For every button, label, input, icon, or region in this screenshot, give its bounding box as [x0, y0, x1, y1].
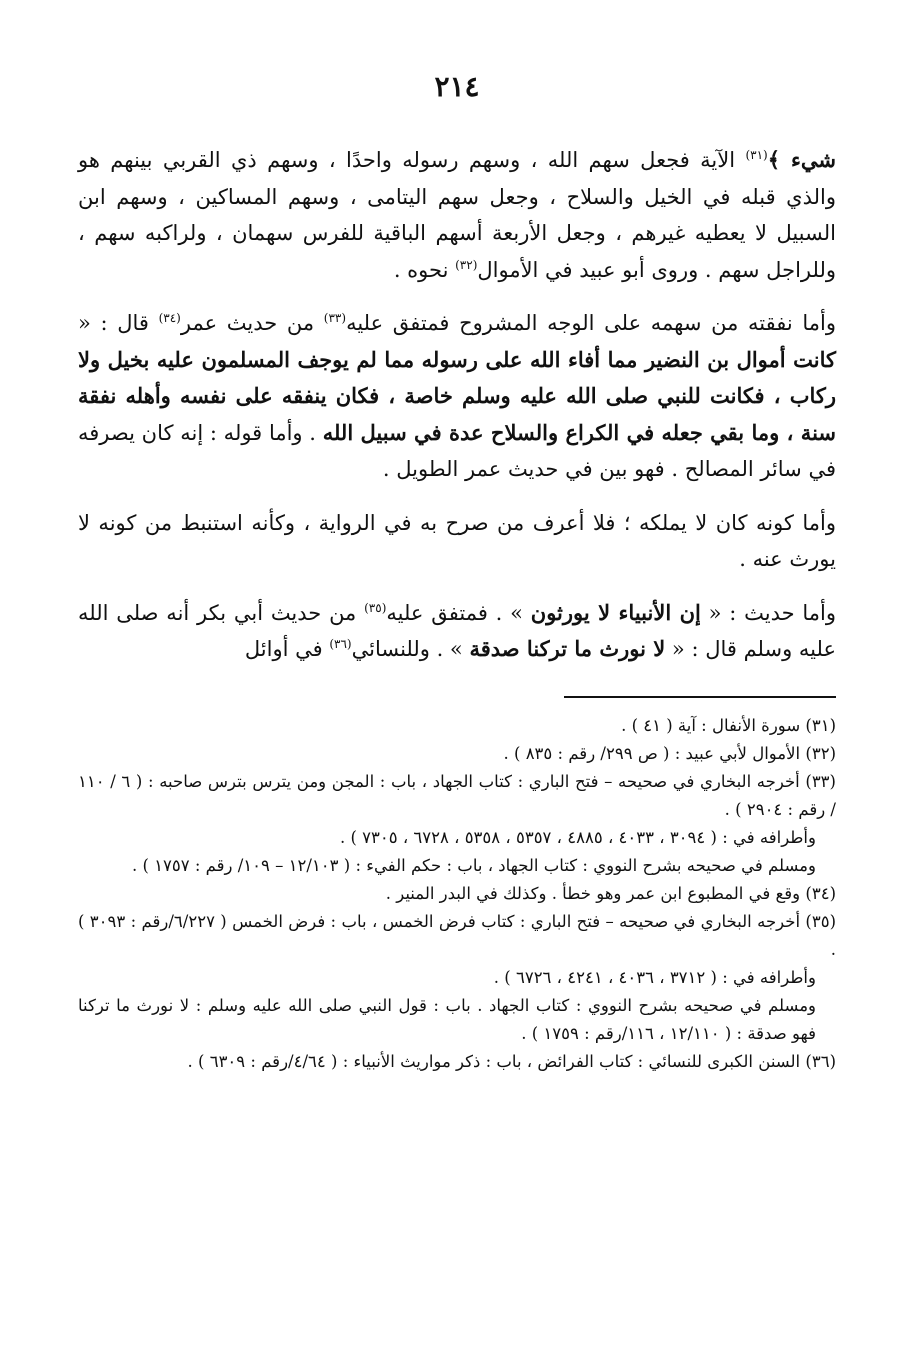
- paragraph-3: [78, 505, 836, 578]
- paragraph-4-text-4: » . وللنسائي: [351, 637, 470, 661]
- paragraph-2-text-1: وأما نفقته من سهمه على الوجه المشروح فمتفق عليه: [346, 311, 836, 335]
- footnote-35-tarafs: وأطرافه في : ( ٣٧١٢ ، ٤٠٣٦ ، ٤٢٤١ ، ٦٧٢٦ ) .: [493, 967, 816, 987]
- quran-ref-start: شيء ﴾: [767, 147, 836, 172]
- footnote-ref-35[interactable]: (٣٥): [364, 600, 387, 615]
- paragraph-4-text-2: » . فمتفق عليه: [386, 600, 531, 625]
- footnote-ref-36[interactable]: (٣٦): [329, 637, 352, 651]
- paragraph-4-text-5: في أوائل: [244, 637, 330, 661]
- hadith-quote-1: كانت أموال بن النضير مما أفاء الله على رسوله مما لم يوجف المسلمون عليه بخيل ولا ركاب ، فكانت للنبي صلى الله عليه وسلم خاصة ، فكان ينفقه على نفسه وأهله نفقة سنة ، وما بقي جعله في الكراع والسلاح عدة في سبيل الله: [78, 346, 836, 445]
- paragraph-2-text-2: من حديث عمر: [180, 311, 324, 335]
- paragraph-1-text: الآية فجعل سهم الله ، وسهم رسوله واحدًا ، وسهم ذي القربي بينهم هو والذي قبله في الخيل والسلاح ، وجعل سهم اليتامى ، وسهم المساكين ، وسهم ابن السبيل لا يعطيه غيرهم ، وجعل الأربعة أسهم الباقية للفرس سهمان ، ولراكبه سهم ، وللراجل سهم . وروى أبو عبيد في الأموال: [78, 148, 836, 282]
- footnote-35-muslim: ومسلم في صحيحه بشرح النووي : كتاب الجهاد . باب : قول النبي صلى الله عليه وسلم : لا نورث ما تركنا فهو صدقة : ( ١٢/١١٠ ، ١١٦/رقم : ١٧٥٩ ) .: [78, 995, 816, 1043]
- paragraph-2-text-4: . وأما قوله : إنه كان يصرفه في سائر المصالح . فهو بين في حديث عمر الطويل .: [78, 420, 836, 481]
- hadith-quote-2: إن الأنبياء لا يورثون: [530, 599, 701, 625]
- footnotes: [78, 712, 836, 1076]
- footnote-34: (٣٤) وقع في المطبوع ابن عمر وهو خطأ . وكذلك في البدر المنير .: [385, 883, 836, 903]
- paragraph-1: [78, 142, 836, 288]
- footnote-35: (٣٥) أخرجه البخاري في صحيحه – فتح الباري : كتاب فرض الخمس ، باب : فرض الخمس ( ٦/٢٢٧/رقم : ٣٠٩٣ ) .: [78, 911, 836, 959]
- footnote-ref-32[interactable]: (٣٢): [455, 257, 478, 272]
- footnote-separator: [564, 696, 836, 698]
- paragraph-4-text-3: من حديث أبي بكر أنه صلى الله عليه وسلم قال : «: [78, 600, 836, 661]
- footnote-33: (٣٣) أخرجه البخاري في صحيحه – فتح الباري : كتاب الجهاد ، باب : المجن ومن يترس بترس صاحبه : ( ٦ / ١١٠ / رقم : ٢٩٠٤ ) .: [78, 771, 836, 819]
- main-text: [78, 142, 836, 668]
- footnote-ref-33[interactable]: (٣٣): [323, 311, 347, 325]
- hadith-quote-3: لا نورث ما تركنا صدقة: [469, 636, 666, 661]
- paragraph-1-end: نحوه .: [393, 257, 456, 282]
- paragraph-4: [78, 595, 836, 668]
- footnote-31: (٣١) سورة الأنفال : آية ( ٤١ ) .: [621, 715, 836, 735]
- footnote-ref-31[interactable]: (٣١): [745, 148, 768, 162]
- page-number: ٢١٤: [434, 70, 480, 103]
- paragraph-4-text-1: وأما حديث : «: [700, 600, 837, 625]
- paragraph-3-text: وأما كونه كان لا يملكه ؛ فلا أعرف من صرح به في الرواية ، وكأنه استنبط من كونه لا يورث عنه .: [78, 510, 836, 571]
- footnote-32: (٣٢) الأموال لأبي عبيد : ( ص ٢٩٩/ رقم : ٨٣٥ ) .: [503, 743, 836, 763]
- paragraph-2-text-3: قال : «: [78, 311, 159, 335]
- footnote-ref-34[interactable]: (٣٤): [158, 311, 181, 325]
- footnote-33-tarafs: وأطرافه في : ( ٣٠٩٤ ، ٤٠٣٣ ، ٤٨٨٥ ، ٥٣٥٧ ، ٥٣٥٨ ، ٦٧٢٨ ، ٧٣٠٥ ) .: [339, 827, 816, 847]
- footnote-33-muslim: ومسلم في صحيحه بشرح النووي : كتاب الجهاد ، باب : حكم الفيء : ( ١٢/١٠٣ – ١٠٩/ رقم : ١٧٥٧ ) .: [131, 855, 816, 875]
- paragraph-2: [78, 305, 836, 488]
- footnote-36: (٣٦) السنن الكبرى للنسائي : كتاب الفرائض ، باب : ذكر مواريث الأنبياء : ( ٤/٦٤/رقم : ٦٣٠٩ ) .: [187, 1051, 836, 1071]
